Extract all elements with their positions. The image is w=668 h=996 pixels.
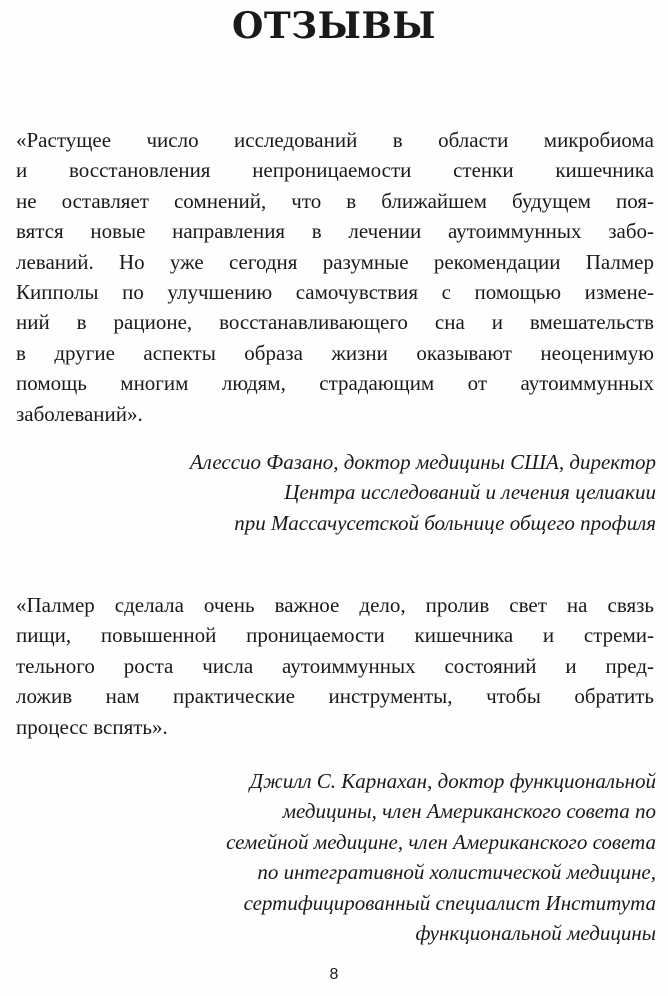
- attribution-line: по интегративной холистической медицине,: [257, 860, 656, 885]
- attribution-line: семейной медицине, член Американского совета: [226, 829, 656, 854]
- page-number: 8: [329, 966, 339, 983]
- quote-line: Кипполы по улучшению самочувствия с помощью измене-: [16, 280, 654, 305]
- quote-line: в другие аспекты образа жизни оказывают неоценимую: [16, 340, 654, 365]
- quote-line: ложив нам практические инструменты, чтобы обратить: [16, 684, 654, 709]
- quote-line: «Растущее число исследований в области микробиома: [16, 128, 654, 152]
- quote-line: «Палмер сделала очень важное дело, пролив свет на связь: [16, 593, 654, 617]
- page-heading: ОТЗЫВЫ: [231, 5, 437, 47]
- testimonial-attribution: [36, 766, 656, 948]
- attribution-line: Центра исследований и лечения целиакии: [284, 480, 656, 505]
- testimonial-quote: [16, 590, 654, 742]
- quote-line: леваний. Но уже сегодня разумные рекомендации Палмер: [16, 249, 654, 274]
- quote-line: заболеваний».: [16, 401, 143, 426]
- testimonial-quote: [16, 125, 654, 429]
- quote-line: вятся новые направления в лечении аутоиммунных забо-: [16, 219, 654, 244]
- attribution-line: Джилл С. Карнахан, доктор функциональной: [249, 769, 656, 793]
- quote-line: не оставляет сомнений, что в ближайшем будущем поя-: [16, 188, 654, 213]
- quote-line: и восстановления непроницаемости стенки кишечника: [16, 158, 654, 183]
- quote-line: пищи, повышенной проницаемости кишечника и стреми-: [16, 623, 654, 648]
- quote-line: помощь многим людям, страдающим от аутоиммунных: [16, 371, 654, 396]
- attribution-line: сертифицированный специалист Института: [243, 890, 656, 915]
- attribution-line: Алессио Фазано, доктор медицины США, директор: [189, 450, 656, 474]
- attribution-line: функциональной медицины: [415, 921, 656, 946]
- quote-line: тельного роста числа аутоиммунных состояний и пред-: [16, 653, 654, 678]
- attribution-line: медицины, член Американского совета по: [282, 799, 656, 824]
- quote-line: ний в рационе, восстанавливающего сна и вмешательств: [16, 310, 654, 335]
- quote-line: процесс вспять».: [16, 714, 168, 739]
- testimonial-attribution: [36, 447, 656, 538]
- attribution-line: при Массачусетской больнице общего профиля: [234, 510, 656, 535]
